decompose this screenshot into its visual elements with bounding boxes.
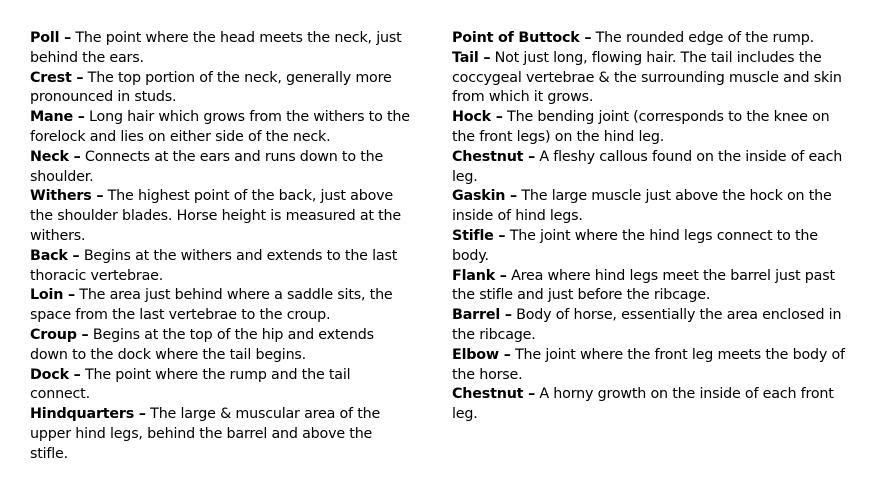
glossary-entry-gaskin (452, 187, 847, 227)
definition: The large muscle just above the hock on the inside of hind legs. (452, 188, 832, 225)
term: Loin – (30, 287, 75, 304)
term: Poll – (30, 30, 72, 46)
term: Neck – (30, 148, 81, 165)
glossary-entry-tail (452, 49, 847, 108)
definition: The bending joint (corresponds to the knee on the front legs) on the hind leg. (452, 109, 830, 145)
definition: The top portion of the neck, generally more pronounced in studs. (30, 69, 392, 106)
glossary-entry-barrel (452, 306, 847, 346)
term: Crest – (30, 69, 84, 86)
glossary-entry-chestnut-front (452, 385, 847, 425)
term: Flank – (452, 267, 507, 284)
glossary-entry-flank (452, 267, 847, 307)
term: Point of Buttock – (452, 30, 592, 46)
term: Barrel – (452, 307, 512, 324)
glossary-entry-chestnut-hind (452, 148, 847, 188)
glossary-entry-poll (30, 29, 410, 69)
term: Back – (30, 247, 80, 264)
term: Chestnut – (452, 386, 536, 403)
definition: A horny growth on the inside of each front leg. (452, 386, 834, 423)
definition: Area where hind legs meet the barrel just past the stifle and just before the ribcage. (452, 267, 835, 304)
definition: The rounded edge of the rump. (591, 30, 815, 46)
term: Dock – (30, 366, 81, 383)
definition: The joint where the hind legs connect to the body. (452, 227, 818, 264)
term: Hindquarters – (30, 406, 146, 423)
glossary-entry-back (30, 247, 410, 287)
right-column (452, 29, 847, 425)
definition: Connects at the ears and runs down to the shoulder. (30, 148, 384, 185)
definition: Long hair which grows from the withers to the forelock and lies on either side of the neck. (30, 109, 410, 145)
term: Gaskin – (452, 188, 518, 205)
term: Chestnut – (452, 148, 536, 165)
glossary-entry-withers (30, 187, 410, 246)
term: Tail – (452, 49, 491, 66)
glossary-entry-point-of-buttock (452, 29, 847, 49)
glossary-entry-elbow (452, 346, 847, 386)
glossary-entry-mane (30, 108, 410, 148)
definition: Body of horse, essentially the area enclosed in the ribcage. (452, 307, 842, 343)
left-column (30, 29, 410, 465)
definition: Begins at the top of the hip and extends down to the dock where the tail begins. (30, 326, 374, 363)
definition: Begins at the withers and extends to the last thoracic vertebrae. (30, 247, 398, 284)
glossary-entry-hock (452, 108, 847, 148)
glossary-entry-croup (30, 326, 410, 366)
term: Stifle – (452, 227, 506, 244)
term: Hock – (452, 109, 503, 126)
definition: A fleshy callous found on the inside of each leg. (452, 148, 843, 185)
definition: Not just long, flowing hair. The tail includes the coccygeal vertebrae & the surrounding muscle and skin from which it grows. (452, 49, 842, 106)
definition: The area just behind where a saddle sits, the space from the last vertebrae to the croup. (30, 287, 393, 324)
glossary-entry-neck (30, 148, 410, 188)
glossary-entry-hindquarters (30, 405, 410, 464)
glossary-entry-crest (30, 69, 410, 109)
term: Croup – (30, 326, 89, 343)
term: Withers – (30, 188, 104, 205)
definition: The point where the rump and the tail connect. (30, 366, 351, 403)
glossary-entry-dock (30, 366, 410, 406)
definition: The large & muscular area of the upper hind legs, behind the barrel and above the stifle. (30, 406, 381, 462)
definition: The highest point of the back, just above the shoulder blades. Horse height is measured at the withers. (30, 188, 402, 244)
definition: The point where the head meets the neck, just behind the ears. (30, 30, 402, 66)
glossary-entry-loin (30, 286, 410, 326)
term: Elbow – (452, 346, 511, 363)
glossary-entry-stifle (452, 227, 847, 267)
term: Mane – (30, 109, 85, 126)
definition: The joint where the front leg meets the body of the horse. (452, 346, 845, 383)
